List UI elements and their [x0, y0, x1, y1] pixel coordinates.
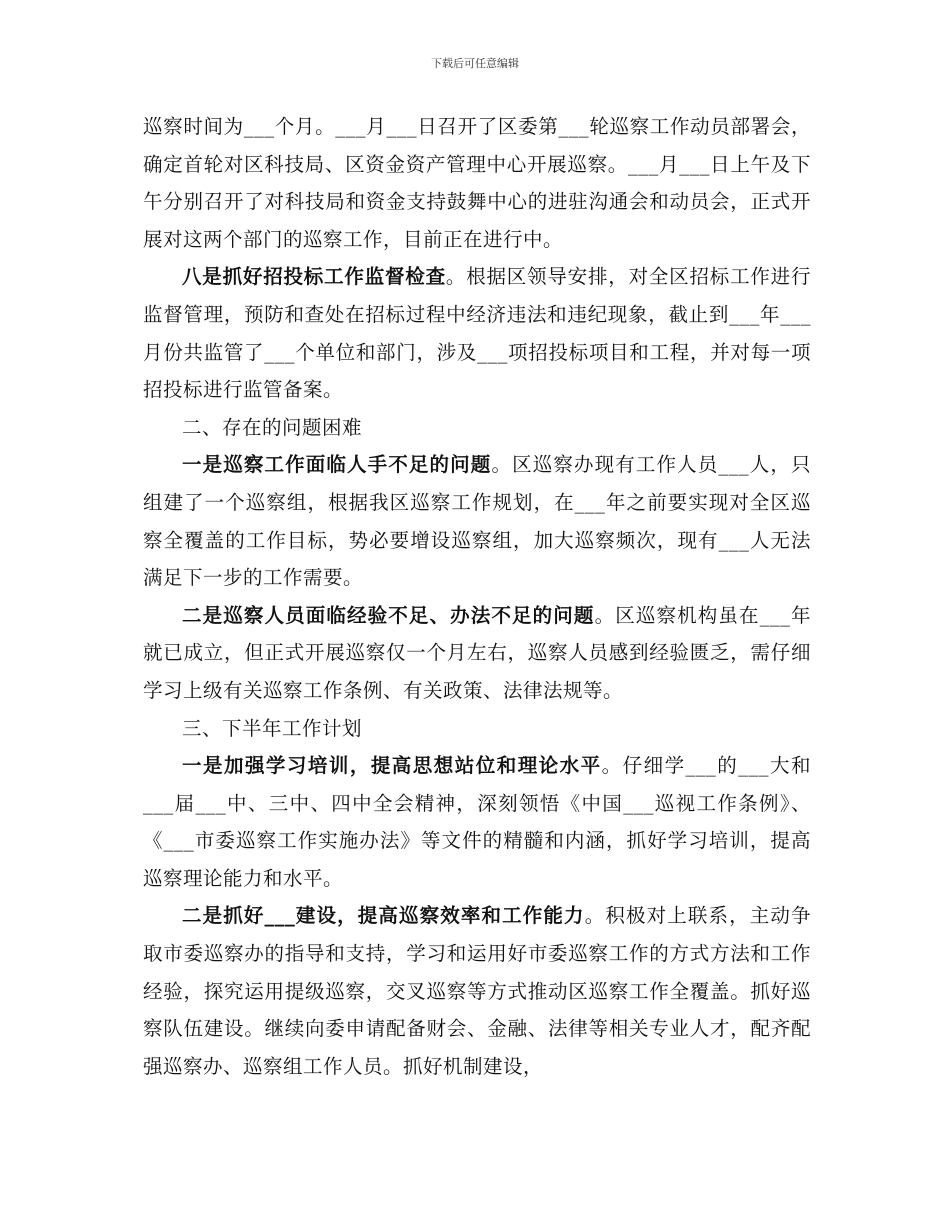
- paragraph-study-training: [143, 747, 811, 897]
- paragraph-staff-shortage: [143, 446, 811, 596]
- paragraph-lead: 二是抓好___建设，提高巡察效率和工作能力: [182, 904, 585, 928]
- paragraph-text: 。区巡察机构虽在___年就已成立，但正式开展巡察仅一个月左右，巡察人员感到经验匮乏，需仔细学习上级有关巡察工作条例、有关政策、法律法规等。: [143, 603, 811, 702]
- paragraph-text: 。积极对上联系，主动争取市委巡察办的指导和支持，学习和运用好市委巡察工作的方式方法和工作经验，探究运用提级巡察，交叉巡察等方式推动区巡察工作全覆盖。抓好巡察队伍建设。继续向委申请配备财会、金融、法律等相关专业人才，配齐配强巡察办、巡察组工作人员。抓好机制建设，: [143, 904, 811, 1078]
- paragraph-construction: [143, 897, 811, 1085]
- paragraph-text: 。仔细学___的___大和___届___中、三中、四中全会精神，深刻领悟《中国___巡视工作条例》、《___市委巡察工作实施办法》等文件的精髓和内涵，抓好学习培训，提高巡察理论能力和水平。: [143, 754, 811, 890]
- paragraph-bidding-supervision: [143, 258, 811, 408]
- paragraph-lead: 一是加强学习培训，提高思想站位和理论水平: [182, 754, 602, 778]
- paragraph-text: 。根据区领导安排，对全区招标工作进行监督管理，预防和查处在招标过程中经济违法和违纪现象，截止到___年___月份共监管了___个单位和部门，涉及___项招投标项目和工程，并对每一项招投标进行监管备案。: [143, 265, 811, 402]
- page-header: 下载后可任意编辑: [431, 57, 519, 70]
- paragraph-experience-shortage: [143, 597, 811, 710]
- document-body: [143, 108, 811, 1085]
- section-heading-plan: 三、下半年工作计划: [182, 716, 363, 740]
- section-heading-problems: 二、存在的问题困难: [182, 415, 363, 439]
- paragraph-text: 。区巡察办现有工作人员___人，只组建了一个巡察组，根据我区巡察工作规划，在___年之前要实现对全区巡察全覆盖的工作目标，势必要增设巡察组，加大巡察频次，现有___人无法满足下一步的工作需要。: [143, 453, 811, 590]
- paragraph-lead: 八是抓好招投标工作监督检查: [182, 265, 446, 289]
- paragraph-text: 巡察时间为___个月。___月___日召开了区委第___轮巡察工作动员部署会，确定首轮对区科技局、区资金资产管理中心开展巡察。___月___日上午及下午分别召开了对科技局和资金支持鼓舞中心的进驻沟通会和动员会，正式开展对这两个部门的巡察工作，目前正在进行中。: [143, 115, 811, 251]
- paragraph-continuation: [143, 108, 811, 258]
- paragraph-lead: 二是巡察人员面临经验不足、办法不足的问题: [182, 603, 595, 627]
- paragraph-lead: 一是巡察工作面临人手不足的问题: [182, 453, 492, 477]
